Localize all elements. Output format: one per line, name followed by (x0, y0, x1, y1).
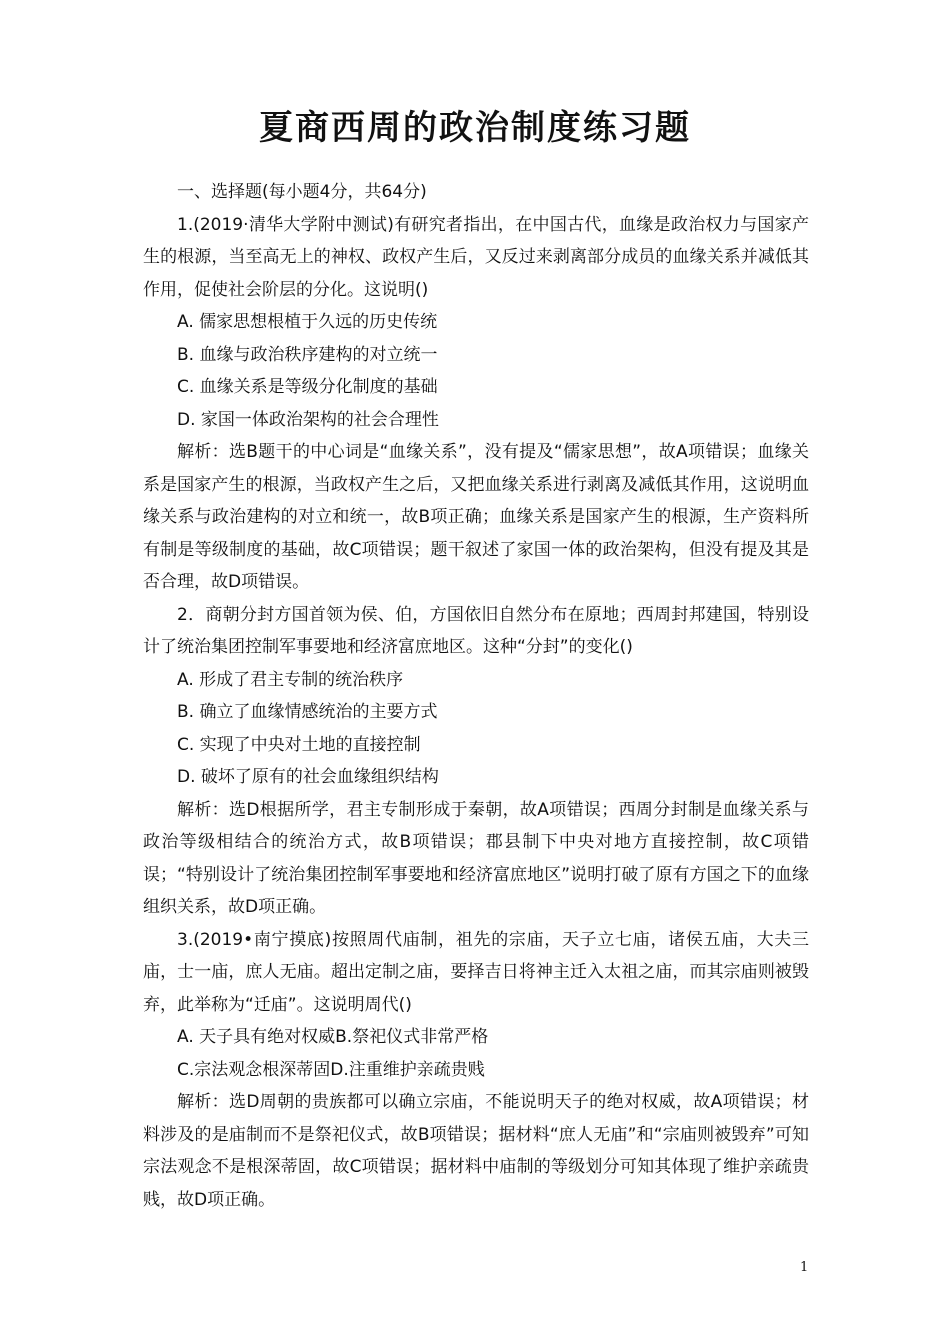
analysis-1: 解析：选B题干的中心词是“血缘关系”，没有提及“儒家思想”，故A项错误；血缘关系是国家产生的根源，当政权产生之后，又把血缘关系进行剥离及减低其作用，这说明血缘关系与政治建构的对立和统一，故B项正确；血缘关系是国家产生的根源，生产资料所有制是等级制度的基础，故C项错误；题干叙述了家国一体的政治架构，但没有提及其是否合理，故D项错误。 (143, 442, 809, 592)
option-3cd: C.宗法观念根深蒂固D.注重维护亲疏贵贱 (177, 1059, 485, 1080)
option-2d: D. 破坏了原有的社会血缘组织结构 (177, 767, 439, 787)
option-1c: C. 血缘关系是等级分化制度的基础 (177, 377, 438, 397)
question-stem-3: 3.(2019•南宁摸底)按照周代庙制，祖先的宗庙，天子立七庙，诸侯五庙，大夫三庙，士一庙，庶人无庙。超出定制之庙，要择吉日将神主迁入太祖之庙，而其宗庙则被毁弃，此举称为“迁庙”。这说明周代() (143, 929, 809, 1015)
document-body (143, 176, 809, 1216)
option-1d: D. 家国一体政治架构的社会合理性 (177, 409, 439, 430)
question-stem-1: 1.(2019·清华大学附中测试)有研究者指出，在中国古代，血缘是政治权力与国家产生的根源，当至高无上的神权、政权产生后，又反过来剥离部分成员的血缘关系并减低其作用，促使社会阶层的分化。这说明() (143, 214, 809, 300)
option-1a: A. 儒家思想根植于久远的历史传统 (177, 312, 438, 332)
option-1b: B. 血缘与政治秩序建构的对立统一 (177, 344, 438, 365)
option-3ab: A. 天子具有绝对权威B.祭祀仪式非常严格 (177, 1027, 489, 1047)
analysis-2: 解析：选D根据所学，君主专制形成于秦朝，故A项错误；西周分封制是血缘关系与政治等级相结合的统治方式，故B项错误；郡县制下中央对地方直接控制，故C项错误；“特别设计了统治集团控制军事要地和经济富庶地区”说明打破了原有方国之下的血缘组织关系，故D项正确。 (143, 799, 809, 917)
option-2a: A. 形成了君主专制的统治秩序 (177, 669, 404, 690)
option-2b: B. 确立了血缘情感统治的主要方式 (177, 702, 438, 722)
analysis-3: 解析：选D周朝的贵族都可以确立宗庙，不能说明天子的绝对权威，故A项错误；材料涉及的是庙制而不是祭祀仪式，故B项错误；据材料“庶人无庙”和“宗庙则被毁弃”可知宗法观念不是根深蒂固，故C项错误；据材料中庙制的等级划分可知其体现了维护亲疏贵贱，故D项正确。 (143, 1092, 809, 1210)
document-title: 夏商西周的政治制度练习题 (259, 108, 691, 148)
page-number: 1 (800, 1260, 809, 1275)
option-2c: C. 实现了中央对土地的直接控制 (177, 734, 421, 755)
question-stem-2: 2．商朝分封方国首领为侯、伯，方国依旧自然分布在原地；西周封邦建国，特别设计了统治集团控制军事要地和经济富庶地区。这种“分封”的变化() (143, 604, 809, 657)
section-heading: 一、选择题(每小题4分，共64分) (177, 182, 427, 202)
